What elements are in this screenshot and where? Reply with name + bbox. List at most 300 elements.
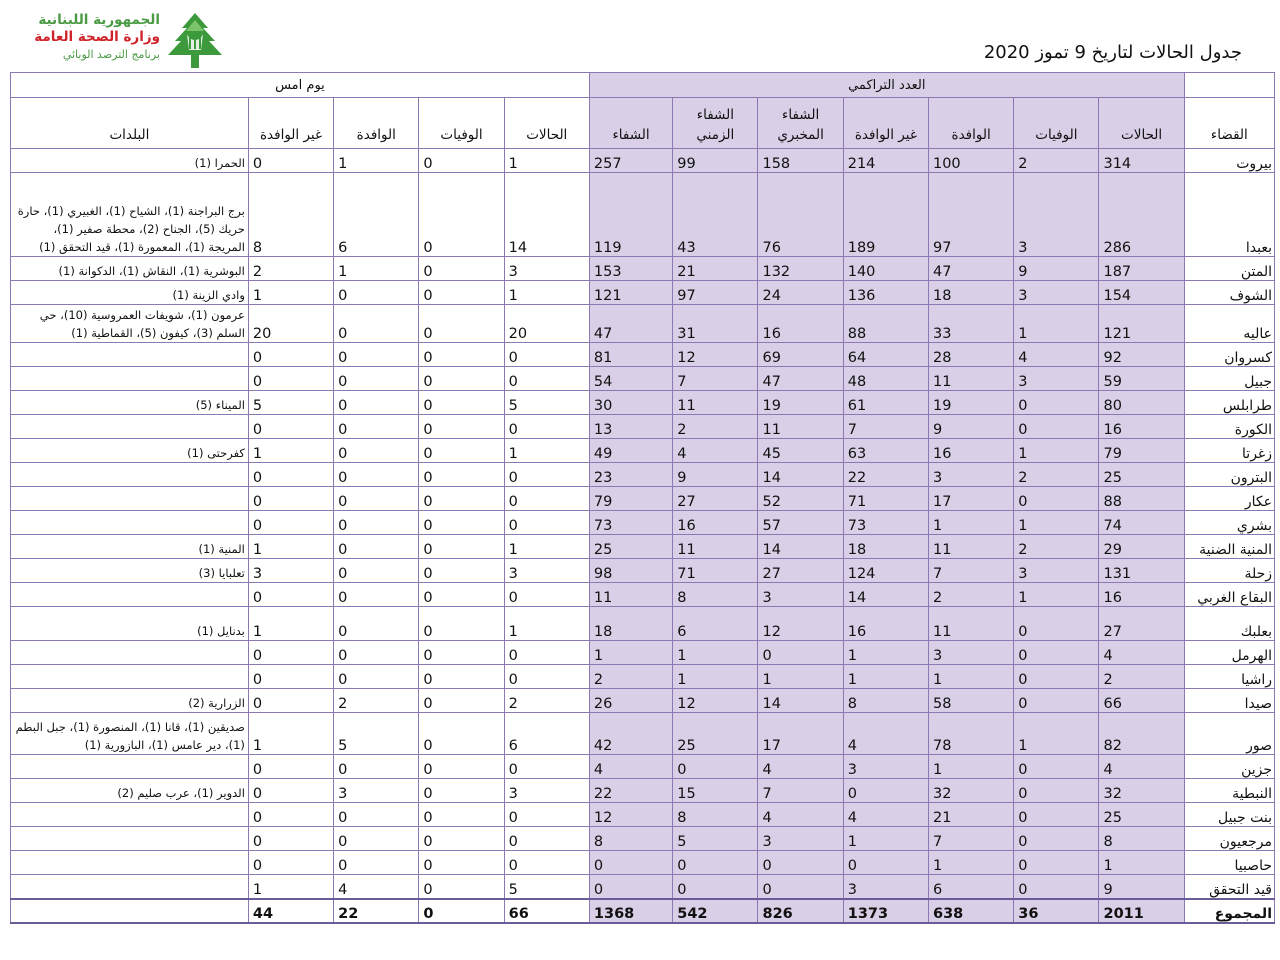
cumulative-value-cell: 3 (1014, 173, 1099, 257)
yesterday-value-cell: 44 (248, 899, 333, 923)
cumulative-value-cell: 64 (843, 343, 928, 367)
cumulative-value-cell: 47 (589, 305, 672, 343)
cumulative-value-cell: 1 (758, 665, 843, 689)
cumulative-value-cell: 0 (1014, 803, 1099, 827)
cumulative-value-cell: 16 (1099, 583, 1184, 607)
yesterday-value-cell: 0 (504, 487, 589, 511)
qada-cell: جزين (1184, 755, 1274, 779)
cumulative-value-cell: 79 (1099, 439, 1184, 463)
yesterday-value-cell: 3 (334, 779, 419, 803)
cumulative-value-cell: 16 (1099, 415, 1184, 439)
table-row (11, 343, 1275, 367)
cumulative-value-cell: 76 (758, 173, 843, 257)
cumulative-value-cell: 4 (843, 803, 928, 827)
yesterday-value-cell: 5 (248, 391, 333, 415)
yesterday-value-cell: 0 (504, 511, 589, 535)
qada-cell: بشري (1184, 511, 1274, 535)
towns-cell: وادي الزينة (1) (11, 281, 249, 305)
cumulative-value-cell: 12 (673, 689, 758, 713)
yesterday-value-cell: 0 (419, 487, 504, 511)
towns-cell (11, 343, 249, 367)
cumulative-value-cell: 30 (589, 391, 672, 415)
cumulative-value-cell: 8 (1099, 827, 1184, 851)
yesterday-value-cell: 0 (248, 755, 333, 779)
yesterday-value-cell: 0 (419, 343, 504, 367)
cumulative-value-cell: 0 (1014, 607, 1099, 641)
cumulative-value-cell: 25 (1099, 463, 1184, 487)
cumulative-value-cell: 21 (928, 803, 1013, 827)
yesterday-value-cell: 0 (334, 607, 419, 641)
qada-cell: المجموع (1184, 899, 1274, 923)
cumulative-value-cell: 4 (758, 755, 843, 779)
cumulative-value-cell: 638 (928, 899, 1013, 923)
cumulative-value-cell: 11 (673, 535, 758, 559)
table-row (11, 173, 1275, 257)
cumulative-value-cell: 43 (673, 173, 758, 257)
qada-cell: البقاع الغربي (1184, 583, 1274, 607)
table-row (11, 827, 1275, 851)
cumulative-value-cell: 15 (673, 779, 758, 803)
yesterday-value-cell: 8 (248, 173, 333, 257)
table-row (11, 535, 1275, 559)
yesterday-value-cell: 0 (419, 149, 504, 173)
yesterday-value-cell: 2 (248, 257, 333, 281)
cumulative-value-cell: 71 (843, 487, 928, 511)
cumulative-value-cell: 99 (673, 149, 758, 173)
cumulative-value-cell: 100 (928, 149, 1013, 173)
recovery-header: الشفاء (589, 98, 672, 149)
yesterday-value-cell: 1 (248, 875, 333, 899)
qada-cell: بنت جبيل (1184, 803, 1274, 827)
yesterday-value-cell: 0 (504, 583, 589, 607)
yesterday-value-cell: 1 (248, 281, 333, 305)
cumulative-value-cell: 5 (673, 827, 758, 851)
yesterday-value-cell: 1 (504, 607, 589, 641)
yesterday-value-cell: 0 (419, 439, 504, 463)
yesterday-value-cell: 0 (419, 367, 504, 391)
qada-cell: بعلبك (1184, 607, 1274, 641)
towns-cell (11, 827, 249, 851)
table-row (11, 641, 1275, 665)
table-row (11, 755, 1275, 779)
cumulative-value-cell: 16 (673, 511, 758, 535)
table-row (11, 487, 1275, 511)
cumulative-value-cell: 14 (843, 583, 928, 607)
cumulative-value-cell: 98 (589, 559, 672, 583)
yesterday-value-cell: 0 (334, 281, 419, 305)
cumulative-value-cell: 314 (1099, 149, 1184, 173)
towns-cell (11, 583, 249, 607)
yesterday-cases-header: الحالات (504, 98, 589, 149)
table-row (11, 583, 1275, 607)
cumulative-value-cell: 3 (758, 583, 843, 607)
cumulative-value-cell: 57 (758, 511, 843, 535)
cumulative-value-cell: 22 (843, 463, 928, 487)
cumulative-value-cell: 12 (673, 343, 758, 367)
yesterday-value-cell: 5 (334, 713, 419, 755)
yesterday-value-cell: 0 (419, 173, 504, 257)
qada-cell: حاصبيا (1184, 851, 1274, 875)
cumulative-value-cell: 131 (1099, 559, 1184, 583)
yesterday-value-cell: 0 (419, 511, 504, 535)
cumulative-value-cell: 826 (758, 899, 843, 923)
towns-cell: المنية (1) (11, 535, 249, 559)
cumulative-value-cell: 187 (1099, 257, 1184, 281)
cumulative-value-cell: 0 (1014, 851, 1099, 875)
cumulative-value-cell: 3 (928, 641, 1013, 665)
cumulative-value-cell: 27 (1099, 607, 1184, 641)
qada-cell: قيد التحقق (1184, 875, 1274, 899)
qada-cell: كسروان (1184, 343, 1274, 367)
cumulative-value-cell: 6 (673, 607, 758, 641)
cumulative-value-cell: 28 (928, 343, 1013, 367)
cumulative-value-cell: 0 (843, 779, 928, 803)
yesterday-value-cell: 6 (504, 713, 589, 755)
cumulative-value-cell: 3 (1014, 367, 1099, 391)
cumulative-value-cell: 81 (589, 343, 672, 367)
towns-cell: الحمرا (1) (11, 149, 249, 173)
cumulative-value-cell: 3 (843, 875, 928, 899)
cumulative-value-cell: 32 (928, 779, 1013, 803)
cumulative-value-cell: 2 (1099, 665, 1184, 689)
towns-cell: تعلبايا (3) (11, 559, 249, 583)
yesterday-value-cell: 0 (248, 463, 333, 487)
cumulative-value-cell: 4 (673, 439, 758, 463)
cumulative-value-cell: 19 (928, 391, 1013, 415)
yesterday-value-cell: 0 (334, 305, 419, 343)
non-imported-header: غير الوافدة (843, 98, 928, 149)
total-row (11, 899, 1275, 923)
cumulative-value-cell: 132 (758, 257, 843, 281)
table-row (11, 463, 1275, 487)
yesterday-value-cell: 0 (248, 367, 333, 391)
table-row (11, 415, 1275, 439)
cumulative-value-cell: 80 (1099, 391, 1184, 415)
table-row (11, 779, 1275, 803)
cedar-emblem-icon (164, 10, 226, 72)
cumulative-value-cell: 286 (1099, 173, 1184, 257)
cumulative-value-cell: 11 (758, 415, 843, 439)
cumulative-value-cell: 17 (758, 713, 843, 755)
deaths-header: الوفيات (1014, 98, 1099, 149)
yesterday-value-cell: 0 (248, 851, 333, 875)
towns-cell: برج البراجنة (1)، الشياح (1)، الغبيري (1)، حارة حريك (5)، الجناح (2)، محطة صفير (1)، المريجة (1)، المعمورة (1)، قيد التحقق (1) (11, 173, 249, 257)
cumulative-value-cell: 1 (928, 755, 1013, 779)
cumulative-value-cell: 158 (758, 149, 843, 173)
cumulative-value-cell: 48 (843, 367, 928, 391)
cumulative-value-cell: 1 (843, 827, 928, 851)
towns-cell: عرمون (1)، شويفات العمروسية (10)، حي السلم (3)، كيفون (5)، القماطية (1) (11, 305, 249, 343)
cumulative-value-cell: 0 (589, 875, 672, 899)
cumulative-value-cell: 12 (758, 607, 843, 641)
towns-cell (11, 367, 249, 391)
table-row (11, 875, 1275, 899)
yesterday-value-cell: 0 (419, 779, 504, 803)
towns-cell: بدنايل (1) (11, 607, 249, 641)
towns-cell (11, 875, 249, 899)
yesterday-value-cell: 1 (504, 149, 589, 173)
imported-header: الوافدة (928, 98, 1013, 149)
yesterday-value-cell: 0 (419, 755, 504, 779)
yesterday-value-cell: 0 (419, 713, 504, 755)
qada-cell: الهرمل (1184, 641, 1274, 665)
yesterday-value-cell: 0 (504, 827, 589, 851)
cumulative-value-cell: 1 (1014, 583, 1099, 607)
cumulative-value-cell: 23 (589, 463, 672, 487)
cumulative-value-cell: 1373 (843, 899, 928, 923)
yesterday-value-cell: 0 (419, 607, 504, 641)
towns-cell (11, 803, 249, 827)
cumulative-value-cell: 18 (843, 535, 928, 559)
yesterday-value-cell: 0 (504, 343, 589, 367)
yesterday-value-cell: 0 (334, 803, 419, 827)
table-row (11, 665, 1275, 689)
yesterday-value-cell: 0 (248, 779, 333, 803)
qada-cell: عكار (1184, 487, 1274, 511)
cumulative-value-cell: 92 (1099, 343, 1184, 367)
cumulative-value-cell: 0 (673, 851, 758, 875)
yesterday-value-cell: 0 (419, 281, 504, 305)
cumulative-value-cell: 3 (928, 463, 1013, 487)
yesterday-value-cell: 1 (504, 439, 589, 463)
cumulative-value-cell: 82 (1099, 713, 1184, 755)
cumulative-value-cell: 1 (843, 665, 928, 689)
table-row (11, 439, 1275, 463)
cumulative-value-cell: 257 (589, 149, 672, 173)
yesterday-value-cell: 0 (248, 641, 333, 665)
yesterday-value-cell: 0 (248, 689, 333, 713)
towns-cell (11, 755, 249, 779)
table-row (11, 281, 1275, 305)
cumulative-value-cell: 14 (758, 535, 843, 559)
towns-cell (11, 487, 249, 511)
table-row (11, 851, 1275, 875)
lab-recovery-header: الشفاء المخبري (758, 98, 843, 149)
towns-cell (11, 511, 249, 535)
qada-cell: صور (1184, 713, 1274, 755)
yesterday-value-cell: 0 (334, 367, 419, 391)
cumulative-value-cell: 0 (1014, 487, 1099, 511)
yesterday-value-cell: 0 (419, 689, 504, 713)
cumulative-value-cell: 59 (1099, 367, 1184, 391)
yesterday-value-cell: 0 (248, 665, 333, 689)
yesterday-deaths-header: الوفيات (419, 98, 504, 149)
yesterday-value-cell: 0 (504, 755, 589, 779)
yesterday-value-cell: 0 (419, 535, 504, 559)
cumulative-value-cell: 0 (1014, 875, 1099, 899)
cumulative-value-cell: 26 (589, 689, 672, 713)
cumulative-value-cell: 12 (589, 803, 672, 827)
yesterday-value-cell: 20 (248, 305, 333, 343)
cumulative-value-cell: 9 (928, 415, 1013, 439)
yesterday-value-cell: 0 (248, 511, 333, 535)
yesterday-value-cell: 0 (334, 463, 419, 487)
cumulative-value-cell: 0 (1014, 755, 1099, 779)
cumulative-value-cell: 14 (758, 689, 843, 713)
cumulative-value-cell: 18 (928, 281, 1013, 305)
yesterday-value-cell: 0 (504, 665, 589, 689)
yesterday-value-cell: 0 (248, 415, 333, 439)
yesterday-value-cell: 0 (334, 391, 419, 415)
cumulative-value-cell: 3 (1014, 559, 1099, 583)
cumulative-value-cell: 0 (673, 755, 758, 779)
table-row (11, 391, 1275, 415)
yesterday-value-cell: 0 (419, 391, 504, 415)
yesterday-value-cell: 3 (504, 779, 589, 803)
qada-cell: مرجعيون (1184, 827, 1274, 851)
cumulative-value-cell: 88 (843, 305, 928, 343)
cumulative-value-cell: 19 (758, 391, 843, 415)
cumulative-value-cell: 154 (1099, 281, 1184, 305)
cumulative-value-cell: 2 (1014, 463, 1099, 487)
cumulative-value-cell: 88 (1099, 487, 1184, 511)
table-row (11, 713, 1275, 755)
cumulative-value-cell: 7 (928, 559, 1013, 583)
yesterday-value-cell: 4 (334, 875, 419, 899)
cumulative-value-cell: 1 (928, 851, 1013, 875)
cumulative-value-cell: 16 (843, 607, 928, 641)
yesterday-value-cell: 0 (334, 343, 419, 367)
cumulative-value-cell: 11 (673, 391, 758, 415)
table-row (11, 689, 1275, 713)
cumulative-value-cell: 124 (843, 559, 928, 583)
qada-cell: زغرتا (1184, 439, 1274, 463)
cumulative-value-cell: 45 (758, 439, 843, 463)
cumulative-value-cell: 3 (758, 827, 843, 851)
qada-cell: النبطية (1184, 779, 1274, 803)
yesterday-value-cell: 1 (504, 535, 589, 559)
cumulative-value-cell: 1 (1014, 305, 1099, 343)
cumulative-value-cell: 63 (843, 439, 928, 463)
cumulative-value-cell: 47 (758, 367, 843, 391)
table-row (11, 559, 1275, 583)
cumulative-value-cell: 121 (1099, 305, 1184, 343)
towns-cell: الدوير (1)، عرب صليم (2) (11, 779, 249, 803)
cumulative-value-cell: 21 (673, 257, 758, 281)
cumulative-value-cell: 1 (928, 665, 1013, 689)
qada-cell: صيدا (1184, 689, 1274, 713)
table-row (11, 367, 1275, 391)
yesterday-value-cell: 0 (248, 583, 333, 607)
table-row (11, 305, 1275, 343)
cumulative-value-cell: 1 (673, 665, 758, 689)
cumulative-value-cell: 0 (758, 851, 843, 875)
yesterday-value-cell: 0 (248, 487, 333, 511)
cumulative-group-header: العدد التراكمي (589, 73, 1184, 98)
cumulative-value-cell: 71 (673, 559, 758, 583)
towns-header: البلدات (11, 98, 249, 149)
qada-cell: بيروت (1184, 149, 1274, 173)
cumulative-value-cell: 11 (589, 583, 672, 607)
yesterday-value-cell: 20 (504, 305, 589, 343)
cumulative-value-cell: 29 (1099, 535, 1184, 559)
cumulative-value-cell: 58 (928, 689, 1013, 713)
yesterday-value-cell: 0 (334, 583, 419, 607)
cumulative-value-cell: 0 (1014, 641, 1099, 665)
cumulative-value-cell: 42 (589, 713, 672, 755)
yesterday-non-imported-header: غير الوافدة (248, 98, 333, 149)
yesterday-value-cell: 3 (248, 559, 333, 583)
yesterday-value-cell: 3 (504, 559, 589, 583)
cumulative-value-cell: 49 (589, 439, 672, 463)
yesterday-value-cell: 6 (334, 173, 419, 257)
cumulative-value-cell: 4 (1014, 343, 1099, 367)
yesterday-value-cell: 1 (248, 713, 333, 755)
cumulative-value-cell: 25 (673, 713, 758, 755)
cumulative-value-cell: 1 (673, 641, 758, 665)
yesterday-value-cell: 0 (419, 665, 504, 689)
yesterday-value-cell: 0 (334, 487, 419, 511)
cumulative-value-cell: 0 (1014, 391, 1099, 415)
qada-cell: الشوف (1184, 281, 1274, 305)
cumulative-value-cell: 13 (589, 415, 672, 439)
qada-cell: الكورة (1184, 415, 1274, 439)
towns-cell (11, 899, 249, 923)
yesterday-value-cell: 0 (334, 439, 419, 463)
table-row (11, 149, 1275, 173)
cumulative-value-cell: 9 (1099, 875, 1184, 899)
yesterday-value-cell: 0 (419, 583, 504, 607)
yesterday-value-cell: 0 (419, 641, 504, 665)
cumulative-value-cell: 69 (758, 343, 843, 367)
towns-cell: الزرارية (2) (11, 689, 249, 713)
yesterday-value-cell: 3 (504, 257, 589, 281)
yesterday-value-cell: 0 (419, 305, 504, 343)
cases-header: الحالات (1099, 98, 1184, 149)
yesterday-value-cell: 0 (334, 665, 419, 689)
ministry-logo (14, 10, 218, 72)
cumulative-value-cell: 1 (589, 641, 672, 665)
yesterday-value-cell: 0 (419, 257, 504, 281)
table-row (11, 257, 1275, 281)
cumulative-value-cell: 0 (1014, 827, 1099, 851)
qada-cell: المتن (1184, 257, 1274, 281)
cumulative-value-cell: 0 (1014, 689, 1099, 713)
towns-cell (11, 463, 249, 487)
cumulative-value-cell: 8 (589, 827, 672, 851)
qada-cell: المنية الضنية (1184, 535, 1274, 559)
cumulative-value-cell: 121 (589, 281, 672, 305)
cumulative-value-cell: 54 (589, 367, 672, 391)
cumulative-value-cell: 1 (1099, 851, 1184, 875)
cumulative-value-cell: 1 (1014, 713, 1099, 755)
table-row (11, 803, 1275, 827)
yesterday-value-cell: 0 (504, 367, 589, 391)
qada-header: القضاء (1184, 98, 1274, 149)
ministry-text: وزارة الصحة العامة (34, 29, 160, 45)
yesterday-value-cell: 0 (419, 851, 504, 875)
yesterday-value-cell: 0 (334, 415, 419, 439)
towns-cell (11, 665, 249, 689)
cumulative-value-cell: 6 (928, 875, 1013, 899)
cumulative-value-cell: 0 (673, 875, 758, 899)
yesterday-value-cell: 0 (334, 641, 419, 665)
yesterday-value-cell: 0 (504, 803, 589, 827)
yesterday-value-cell: 1 (248, 535, 333, 559)
towns-cell: كفرحتى (1) (11, 439, 249, 463)
qada-cell: عاليه (1184, 305, 1274, 343)
yesterday-value-cell: 0 (504, 463, 589, 487)
cumulative-value-cell: 22 (589, 779, 672, 803)
cumulative-value-cell: 136 (843, 281, 928, 305)
yesterday-value-cell: 1 (504, 281, 589, 305)
cumulative-value-cell: 8 (843, 689, 928, 713)
yesterday-value-cell: 0 (419, 803, 504, 827)
cumulative-value-cell: 7 (758, 779, 843, 803)
cumulative-value-cell: 7 (673, 367, 758, 391)
cumulative-value-cell: 2 (1014, 149, 1099, 173)
cumulative-value-cell: 9 (673, 463, 758, 487)
